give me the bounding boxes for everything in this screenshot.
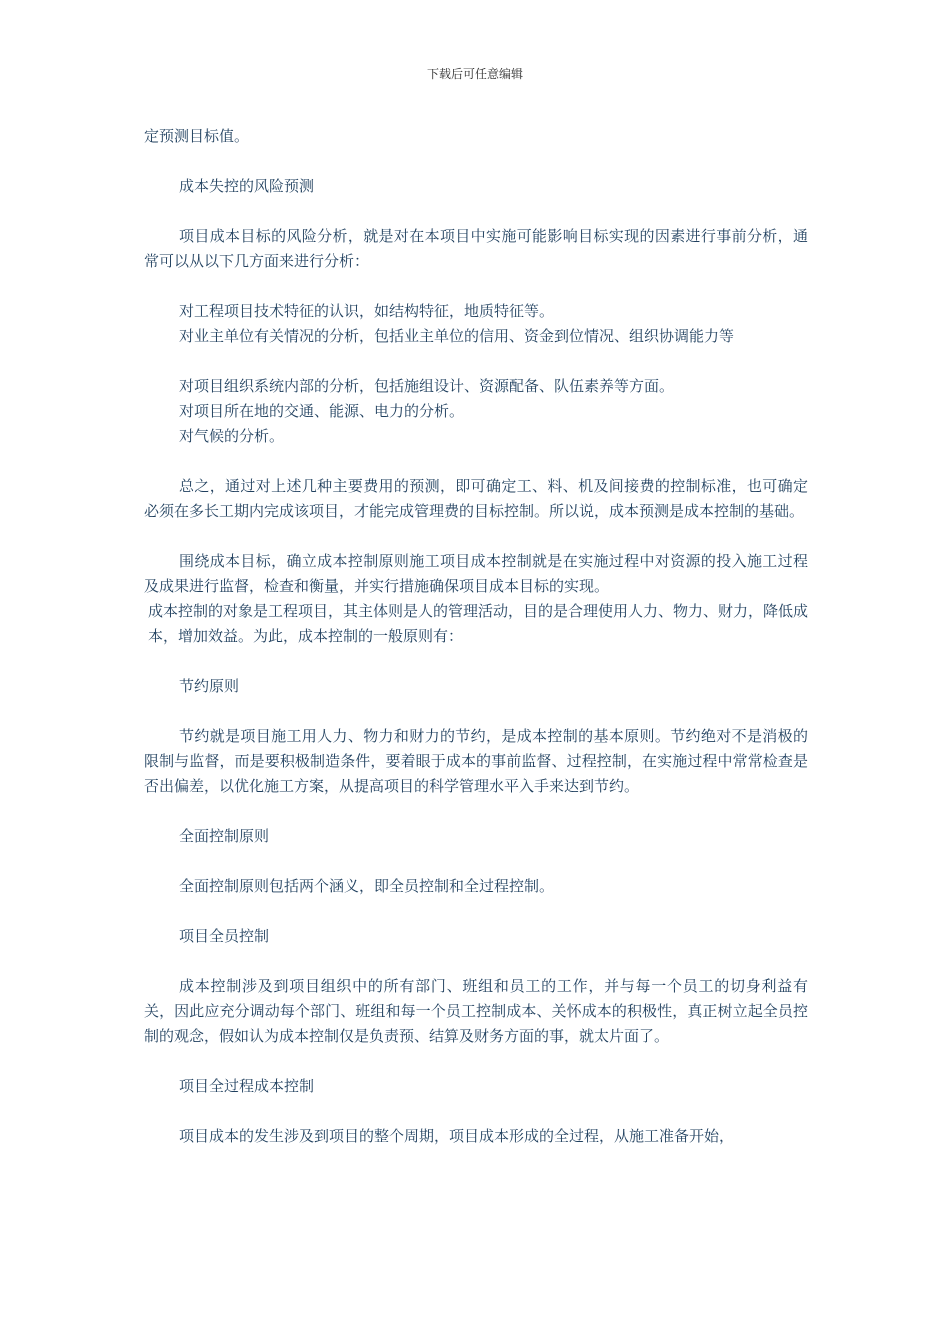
list-item-location-analysis: 对项目所在地的交通、能源、电力的分析。 [179, 402, 465, 420]
spacer [144, 449, 808, 474]
paragraph-risk-analysis: 项目成本目标的风险分析，就是对在本项目中实施可能影响目标实现的因素进行事前分析，通常可以从以下几方面来进行分析： [144, 227, 808, 270]
paragraph-comprehensive-control: 全面控制原则包括两个涵义，即全员控制和全过程控制。 [179, 877, 555, 895]
paragraph-cost-target: 围绕成本目标，确立成本控制原则施工项目成本控制就是在实施过程中对资源的投入施工过程及成果进行监督，检查和衡量，并实行措施确保项目成本目标的实现。 [144, 552, 808, 595]
spacer [144, 199, 808, 224]
section-heading-saving-principle: 节约原则 [179, 677, 240, 695]
spacer [144, 649, 808, 674]
paragraph-control-object: 成本控制的对象是工程项目，其主体则是人的管理活动，目的是合理使用人力、物力、财力，降低成本，增加效益。为此，成本控制的一般原则有： [148, 602, 809, 645]
section-heading-full-process-control: 项目全过程成本控制 [179, 1077, 315, 1095]
spacer [144, 849, 808, 874]
spacer [144, 949, 808, 974]
spacer [144, 699, 808, 724]
page-header: 下载后可任意编辑 [426, 67, 523, 81]
spacer [144, 524, 808, 549]
paragraph-full-process-control: 项目成本的发生涉及到项目的整个周期，项目成本形成的全过程，从施工准备开始， [179, 1127, 735, 1145]
spacer [144, 149, 808, 174]
paragraph-full-staff-control: 成本控制涉及到项目组织中的所有部门、班组和员工的工作，并与每一个员工的切身利益有关，因此应充分调动每个部门、班组和每一个员工控制成本、关怀成本的积极性，真正树立起全员控制的观念，假如认为成本控制仅是负责预、结算及财务方面的事，就太片面了。 [144, 977, 808, 1045]
spacer [144, 1049, 808, 1074]
section-heading-comprehensive-control: 全面控制原则 [179, 827, 270, 845]
list-item-internal-organization: 对项目组织系统内部的分析，包括施组设计、资源配备、队伍素养等方面。 [179, 377, 675, 395]
document-body [144, 124, 808, 1149]
spacer [144, 274, 808, 299]
section-heading-full-staff-control: 项目全员控制 [179, 927, 270, 945]
spacer [144, 1099, 808, 1124]
section-heading-risk-prediction: 成本失控的风险预测 [179, 177, 315, 195]
list-item-owner-analysis: 对业主单位有关情况的分析，包括业主单位的信用、资金到位情况、组织协调能力等 [179, 327, 735, 345]
paragraph-summary: 总之，通过对上述几种主要费用的预测，即可确定工、料、机及间接费的控制标准，也可确定必须在多长工期内完成该项目，才能完成管理费的目标控制。所以说，成本预测是成本控制的基础。 [144, 477, 808, 520]
spacer [144, 349, 808, 374]
paragraph-saving-principle: 节约就是项目施工用人力、物力和财力的节约，是成本控制的基本原则。节约绝对不是消极的限制与监督，而是要积极制造条件，要着眼于成本的事前监督、过程控制，在实施过程中常常检查是否出偏差，以优化施工方案，从提高项目的科学管理水平入手来达到节约。 [144, 727, 808, 795]
paragraph-continuation: 定预测目标值。 [144, 127, 250, 145]
spacer [144, 899, 808, 924]
spacer [144, 799, 808, 824]
list-item-technical-features: 对工程项目技术特征的认识，如结构特征，地质特征等。 [179, 302, 555, 320]
list-item-climate-analysis: 对气候的分析。 [179, 427, 285, 445]
